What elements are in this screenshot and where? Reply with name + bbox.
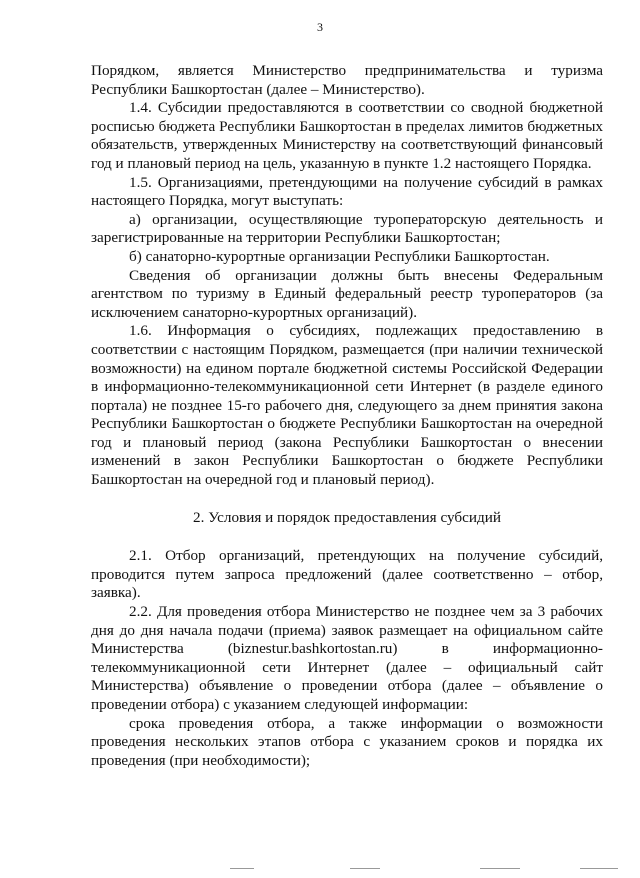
paragraph-2-2: 2.2. Для проведения отбора Министерство не позднее чем за 3 рабочих дня до дня начала подачи (приема) заявок размещает на официальном сайте Министерства (biznestur.bashkortostan.ru) в информационно-телекоммуникационной сети Интернет (далее – официальный сайт Министерства) объявление о проведении отбора (далее – объявление о проведении отбора) с указанием следующей информации: xyxy=(91,603,603,713)
paragraph-1-5: 1.5. Организациями, претендующими на получение субсидий в рамках настоящего Порядка, могут выступать: xyxy=(91,173,603,210)
scan-artifact-marks xyxy=(230,868,620,872)
list-item-b: б) санаторно-курортные организации Республики Башкортостан. xyxy=(129,247,550,265)
section-heading: 2. Условия и порядок предоставления субсидий xyxy=(193,508,501,526)
paragraph-1-6: 1.6. Информация о субсидиях, подлежащих предоставлению в соответствии с настоящим Порядком, размещается (при наличии технической возможности) на едином портале бюджетной системы Российской Федерации в информационно-телекоммуникационной сети Интернет (в разделе единого портала) не позднее 15-го рабочего дня, следующего за днем принятия закона Республики Башкортостан о бюджете Республики Башкортостан на очередной год и плановый период (закона Республики Башкортостан о внесении изменений в закон Республики Башкортостан о бюджете Республики Башкортостан на очередной год и плановый период). xyxy=(91,322,603,489)
paragraph-selection-period: срока проведения отбора, а также информации о возможности проведения нескольких этапов отбора с указанием сроков и порядка их проведения (при необходимости); xyxy=(91,714,603,769)
paragraph-1-4: 1.4. Субсидии предоставляются в соответствии со сводной бюджетной росписью бюджета Республики Башкортостан в пределах лимитов бюджетных обязательств, утвержденных Министерству на соответствующий финансовый год и плановый период на цель, указанную в пункте 1.2 настоящего Порядка. xyxy=(91,99,603,172)
list-item-a: а) организации, осуществляющие туроператорскую деятельность и зарегистрированные на территории Республики Башкортостан; xyxy=(91,210,603,247)
document-body xyxy=(91,62,603,770)
page-number: 3 xyxy=(317,20,323,34)
paragraph-2-1: 2.1. Отбор организаций, претендующих на получение субсидий, проводится путем запроса предложений (далее соответственно – отбор, заявка). xyxy=(91,547,603,602)
paragraph-1-3-continuation: Порядком, является Министерство предпринимательства и туризма Республики Башкортостан (далее – Министерство). xyxy=(91,62,603,98)
paragraph-registry-note: Сведения об организации должны быть внесены Федеральным агентством по туризму в Единый федеральный реестр туроператоров (за исключением санаторно-курортных организаций). xyxy=(91,266,603,321)
